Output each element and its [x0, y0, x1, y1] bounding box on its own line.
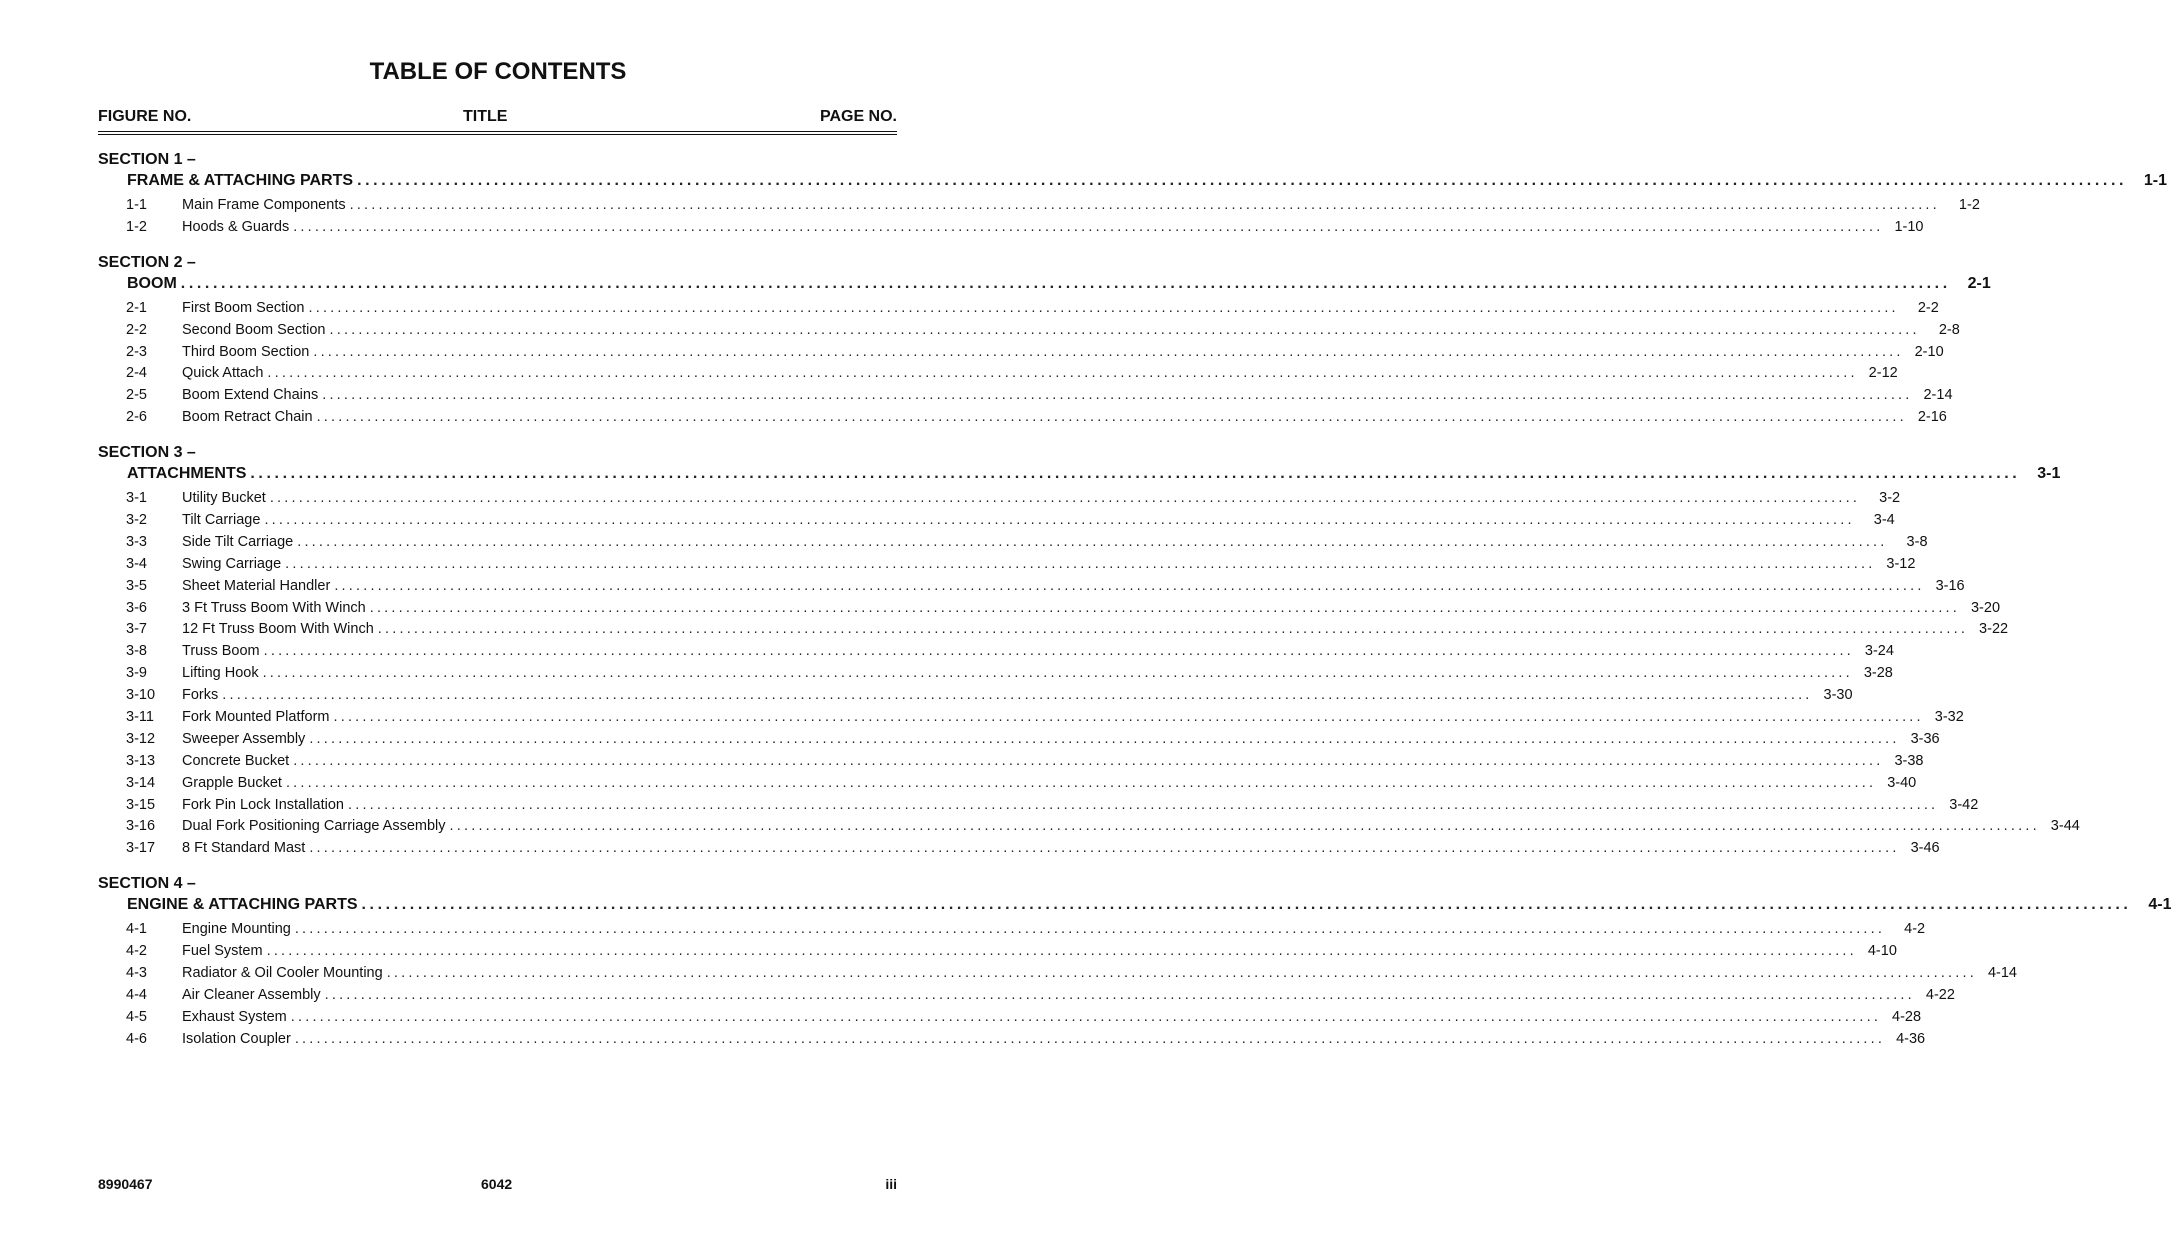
figure-number: 2-4 [126, 365, 147, 382]
figure-number: 3-17 [126, 840, 156, 857]
figure-number: 3-2 [126, 512, 147, 529]
section-label: SECTION 4 – [98, 875, 196, 893]
figure-title: Engine Mounting [182, 921, 291, 938]
figure-number: 4-2 [126, 943, 147, 960]
section-label: SECTION 3 – [98, 444, 196, 462]
dot-leader: ............................................................................................................................................................................................................................ [313, 343, 1904, 360]
figure-title: Truss Boom [182, 643, 260, 660]
figure-number: 3-5 [126, 577, 147, 594]
figure-page-number: 3-12 [1886, 555, 1916, 572]
section-title: FRAME & ATTACHING PARTS [127, 172, 354, 189]
figure-number: 3-15 [126, 796, 156, 813]
figure-page-number: 3-46 [1910, 840, 1940, 857]
toc-entry[interactable] [126, 729, 1940, 751]
section-page-number: 2-1 [1967, 274, 1991, 292]
figure-title: Exhaust System [182, 1008, 287, 1025]
toc-entry[interactable] [126, 816, 2080, 838]
figure-page-number: 4-2 [1904, 921, 1926, 938]
figure-title: Concrete Bucket [182, 752, 290, 769]
dot-leader: ............................................................................................................................................................................................................................ [269, 490, 1861, 507]
figure-title: Main Frame Components [182, 197, 346, 213]
figure-number: 3-8 [126, 643, 147, 660]
figure-page-number: 1-2 [1958, 197, 1980, 213]
figure-title: Utility Bucket [182, 490, 266, 507]
dot-leader: ............................................................................................................................................................................................................................ [334, 577, 1925, 594]
toc-section [0, 150, 2168, 239]
dot-leader: ............................................................................................................................................................................................................................ [285, 774, 1877, 791]
figure-number: 2-3 [126, 343, 147, 360]
figure-page-number: 3-16 [1935, 577, 1965, 594]
figure-page-number: 3-44 [2050, 818, 2080, 835]
figure-title: Isolation Coupler [182, 1030, 291, 1047]
dot-leader: ............................................................................................................................................................................................................................ [316, 409, 1907, 426]
figure-page-number: 3-30 [1823, 687, 1853, 704]
toc-entry[interactable] [126, 363, 1898, 385]
dot-leader: ............................................................................................................................................................................................................................ [262, 665, 1853, 682]
toc-entry[interactable] [126, 385, 1953, 407]
dot-leader: ............................................................................................................................................................................................................................ [369, 599, 1961, 616]
dot-leader: ............................................................................................................................................................................................................................ [290, 1008, 1882, 1025]
figure-number: 4-5 [126, 1008, 147, 1025]
toc-entry[interactable] [126, 619, 2009, 641]
figure-number: 3-12 [126, 730, 156, 747]
figure-page-number: 3-2 [1879, 490, 1901, 507]
table-of-contents [0, 150, 2171, 1065]
figure-title: Fuel System [182, 943, 263, 960]
figure-page-number: 3-38 [1894, 752, 1924, 769]
page-title: TABLE OF CONTENTS [369, 58, 627, 85]
toc-entry[interactable] [126, 641, 1894, 663]
figure-page-number: 2-16 [1917, 409, 1947, 426]
toc-section [0, 443, 2080, 860]
toc-entry[interactable] [126, 407, 1947, 429]
toc-entry[interactable] [126, 576, 1965, 598]
figure-title: Air Cleaner Assembly [182, 986, 321, 1003]
toc-entry[interactable] [126, 598, 2001, 620]
dot-leader: ............................................................................................................................................................................................................................ [377, 621, 1969, 638]
toc-entry[interactable] [126, 985, 1955, 1007]
figure-number: 4-4 [126, 986, 147, 1003]
toc-entry[interactable] [126, 510, 1895, 532]
toc-entry[interactable] [126, 941, 1897, 963]
figure-number: 2-2 [126, 321, 147, 338]
figure-number: 1-2 [126, 218, 147, 235]
figure-number: 3-1 [126, 490, 147, 507]
figure-title: Sweeper Assembly [182, 730, 306, 747]
figure-number: 3-10 [126, 687, 156, 704]
toc-entry[interactable] [126, 532, 1928, 554]
footer-page-number: iii [885, 1176, 897, 1192]
column-header-figure: FIGURE NO. [98, 108, 192, 125]
figure-page-number: 4-14 [1987, 965, 2017, 982]
figure-title: Boom Retract Chain [182, 409, 313, 426]
figure-number: 2-5 [126, 387, 147, 404]
figure-title: Side Tilt Carriage [182, 533, 294, 550]
figure-page-number: 4-28 [1892, 1008, 1922, 1025]
section-title: ENGINE & ATTACHING PARTS [127, 896, 358, 914]
figure-title: 12 Ft Truss Boom With Winch [182, 621, 374, 638]
figure-page-number: 3-20 [1970, 599, 2001, 616]
toc-entry[interactable] [126, 795, 1979, 817]
figure-number: 3-7 [126, 621, 147, 638]
figure-number: 3-9 [126, 665, 147, 682]
figure-page-number: 3-8 [1906, 533, 1928, 550]
dot-leader: ............................................................................................................................................................................................................................ [294, 921, 1886, 938]
toc-entry[interactable] [126, 488, 1901, 510]
figure-number: 3-3 [126, 533, 147, 550]
section-title-row[interactable] [127, 463, 2061, 484]
toc-entry[interactable] [126, 195, 1980, 217]
dot-leader: ............................................................................................................................................................................................................................ [297, 533, 1888, 550]
figure-number: 4-1 [126, 921, 147, 938]
figure-page-number: 3-28 [1863, 665, 1893, 682]
toc-entry[interactable] [126, 217, 1924, 239]
figure-title: Dual Fork Positioning Carriage Assembly [182, 818, 446, 835]
section-label: SECTION 1 – [98, 151, 196, 168]
footer-part-number: 8990467 [98, 1176, 153, 1192]
figure-number: 4-6 [126, 1030, 147, 1047]
toc-section [0, 253, 1991, 429]
figure-title: Sheet Material Handler [182, 577, 331, 594]
figure-number: 3-4 [126, 555, 147, 572]
dot-leader: ............................................................................................................................................................................................................................ [264, 512, 1855, 529]
dot-leader: ............................................................................................................................................................................................................................ [348, 796, 1939, 813]
figure-title: First Boom Section [182, 299, 305, 316]
dot-leader: ............................................................................................................................................................................................................................ [324, 986, 1915, 1003]
toc-entry[interactable] [126, 751, 1924, 773]
figure-title: Lifting Hook [182, 665, 259, 682]
figure-page-number: 3-32 [1934, 709, 1964, 726]
dot-leader: ............................................................................................................................................................................................................................ [180, 274, 1951, 292]
figure-number: 3-16 [126, 818, 156, 835]
figure-page-number: 4-22 [1925, 986, 1955, 1003]
figure-number: 2-1 [126, 299, 147, 316]
dot-leader: ............................................................................................................................................................................................................................ [329, 321, 1920, 338]
toc-entry[interactable] [126, 342, 1944, 364]
dot-leader: ............................................................................................................................................................................................................................ [222, 687, 1813, 704]
dot-leader: ............................................................................................................................................................................................................................ [263, 643, 1854, 660]
figure-number: 1-1 [126, 197, 147, 213]
figure-title: 3 Ft Truss Boom With Winch [182, 599, 366, 616]
footer-model-number: 6042 [481, 1176, 513, 1192]
section-title: ATTACHMENTS [127, 465, 247, 483]
figure-number: 3-11 [126, 709, 154, 726]
figure-number: 3-6 [126, 599, 147, 616]
toc-entry[interactable] [126, 298, 1939, 320]
figure-page-number: 3-4 [1873, 512, 1895, 529]
section-page-number: 4-1 [2148, 896, 2171, 914]
toc-entry[interactable] [126, 663, 1893, 685]
toc-section [0, 874, 2171, 1050]
figure-title: Forks [182, 687, 219, 704]
figure-number: 4-3 [126, 965, 147, 982]
figure-page-number: 3-22 [1979, 621, 2009, 638]
figure-page-number: 3-40 [1887, 774, 1917, 791]
toc-entry[interactable] [126, 1007, 1922, 1029]
figure-page-number: 3-24 [1864, 643, 1894, 660]
dot-leader: ............................................................................................................................................................................................................................ [285, 555, 1876, 572]
dot-leader: ............................................................................................................................................................................................................................ [449, 818, 2040, 835]
figure-page-number: 4-10 [1867, 943, 1897, 960]
figure-page-number: 2-14 [1923, 387, 1953, 404]
dot-leader: ............................................................................................................................................................................................................................ [267, 365, 1858, 382]
dot-leader: ............................................................................................................................................................................................................................ [361, 896, 2132, 914]
toc-entry[interactable] [126, 919, 1926, 941]
figure-page-number: 4-36 [1896, 1030, 1926, 1047]
figure-page-number: 2-8 [1938, 321, 1960, 338]
figure-title: Boom Extend Chains [182, 387, 319, 404]
dot-leader: ............................................................................................................................................................................................................................ [333, 709, 1924, 726]
dot-leader: ............................................................................................................................................................................................................................ [322, 387, 1913, 404]
figure-title: Tilt Carriage [182, 512, 261, 529]
toc-entry[interactable] [126, 1029, 1926, 1051]
figure-title: Swing Carriage [182, 555, 282, 572]
header-rule-bottom [98, 134, 897, 135]
toc-entry[interactable] [126, 554, 1916, 576]
toc-entry[interactable] [126, 320, 1960, 342]
header-rule-top [98, 131, 897, 132]
figure-title: Fork Mounted Platform [182, 709, 330, 726]
figure-title: Third Boom Section [182, 343, 310, 360]
dot-leader: ............................................................................................................................................................................................................................ [250, 465, 2021, 483]
figure-page-number: 3-36 [1910, 730, 1940, 747]
section-title-row[interactable] [127, 273, 1991, 294]
figure-title: Second Boom Section [182, 321, 326, 338]
toc-entry[interactable] [126, 707, 1964, 729]
toc-entry[interactable] [126, 838, 1940, 860]
dot-leader: ............................................................................................................................................................................................................................ [349, 197, 1940, 213]
toc-entry[interactable] [126, 963, 2017, 985]
toc-entry[interactable] [126, 685, 1853, 707]
dot-leader: ............................................................................................................................................................................................................................ [308, 299, 1899, 316]
figure-title: 8 Ft Standard Mast [182, 840, 306, 857]
dot-leader: ............................................................................................................................................................................................................................ [293, 218, 1884, 235]
figure-title: Hoods & Guards [182, 218, 290, 235]
figure-number: 2-6 [126, 409, 147, 426]
column-header-title: TITLE [463, 108, 508, 125]
figure-page-number: 2-2 [1917, 299, 1939, 316]
dot-leader: ............................................................................................................................................................................................................................ [309, 840, 1900, 857]
figure-page-number: 1-10 [1894, 218, 1924, 235]
figure-page-number: 3-42 [1949, 796, 1979, 813]
section-title-row[interactable] [127, 170, 2168, 191]
dot-leader: ............................................................................................................................................................................................................................ [309, 730, 1900, 747]
figure-page-number: 2-10 [1914, 343, 1944, 360]
toc-entry[interactable] [126, 773, 1917, 795]
section-title: BOOM [127, 274, 177, 292]
dot-leader: ............................................................................................................................................................................................................................ [293, 752, 1884, 769]
dot-leader: ............................................................................................................................................................................................................................ [266, 943, 1857, 960]
figure-title: Quick Attach [182, 365, 264, 382]
figure-title: Radiator & Oil Cooler Mounting [182, 965, 383, 982]
figure-number: 3-13 [126, 752, 156, 769]
figure-title: Grapple Bucket [182, 774, 282, 791]
section-page-number: 3-1 [2037, 465, 2061, 483]
column-header-page: PAGE NO. [819, 108, 897, 125]
section-title-row[interactable] [127, 894, 2171, 915]
figure-number: 3-14 [126, 774, 156, 791]
dot-leader: ............................................................................................................................................................................................................................ [386, 965, 1977, 982]
figure-title: Fork Pin Lock Installation [182, 796, 344, 813]
figure-page-number: 2-12 [1868, 365, 1898, 382]
section-label: SECTION 2 – [98, 253, 196, 271]
dot-leader: ............................................................................................................................................................................................................................ [357, 172, 2128, 189]
dot-leader: ............................................................................................................................................................................................................................ [294, 1030, 1886, 1047]
section-page-number: 1-1 [2143, 172, 2168, 189]
